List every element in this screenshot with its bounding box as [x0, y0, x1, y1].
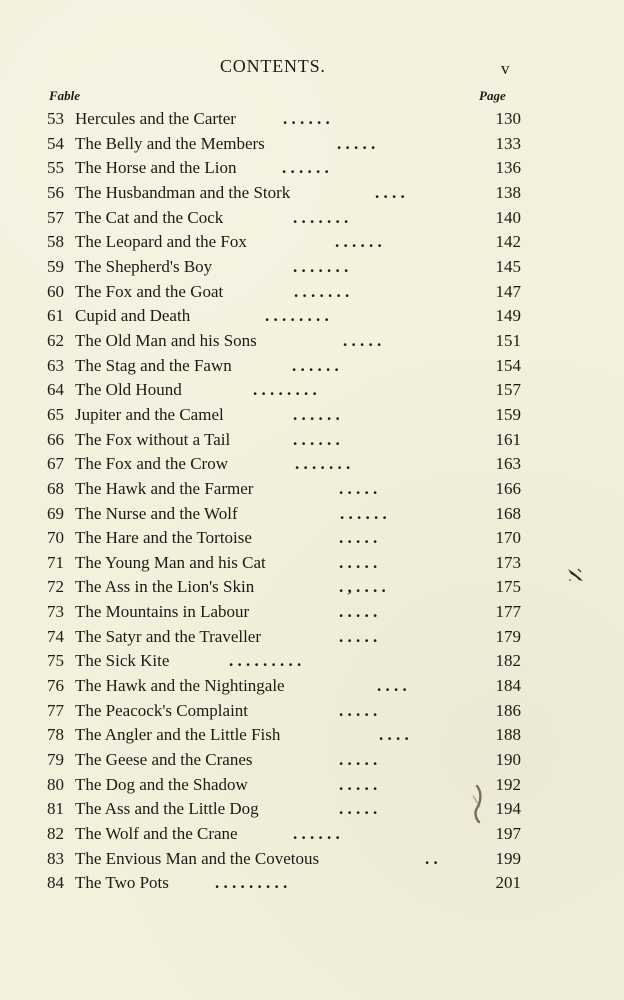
contents-row — [47, 452, 537, 477]
fable-title: Cupid and Death — [75, 306, 191, 326]
leader-dots: . . . . . . — [335, 232, 382, 252]
fable-number: 66 — [47, 429, 64, 449]
page-number: 179 — [495, 626, 521, 646]
page-number: 197 — [495, 824, 521, 844]
fable-title: The Ass and the Little Dog — [75, 799, 259, 819]
leader-dots: . . . . . — [339, 750, 378, 770]
leader-dots: . . . . . . — [293, 824, 340, 844]
fable-number: 56 — [47, 182, 64, 202]
leader-dots: . . . . . — [339, 774, 378, 794]
leader-dots: . . . . . — [339, 552, 378, 572]
page-number-marker: v — [501, 59, 510, 78]
page-number: 159 — [495, 404, 521, 424]
fable-number: 73 — [47, 602, 64, 622]
leader-dots: . . . . . — [339, 528, 378, 548]
leader-dots: . . . . . — [339, 799, 378, 819]
fable-title: The Leopard and the Fox — [75, 232, 247, 252]
fable-number: 67 — [47, 454, 64, 474]
contents-row — [47, 206, 537, 231]
fable-title: The Young Man and his Cat — [75, 552, 266, 572]
page-number: 151 — [495, 330, 521, 350]
fable-number: 60 — [47, 281, 64, 301]
contents-row — [47, 871, 537, 896]
fable-title: The Two Pots — [75, 873, 169, 893]
page-number: 154 — [495, 355, 521, 375]
page-number: 133 — [495, 133, 521, 153]
fable-title: The Hawk and the Nightingale — [75, 676, 285, 696]
fable-title: The Old Man and his Sons — [75, 330, 257, 350]
fable-title: The Geese and the Cranes — [75, 750, 253, 770]
leader-dots: . . . . . . . — [295, 454, 351, 474]
page-number: 166 — [495, 478, 521, 498]
contents-row — [47, 847, 537, 872]
contents-row — [47, 575, 537, 600]
leader-dots: . , . . . . — [339, 577, 386, 597]
page-number: 173 — [495, 552, 521, 572]
contents-row — [47, 822, 537, 847]
leader-dots: . . . . . — [339, 602, 378, 622]
fable-number: 83 — [47, 848, 64, 868]
fable-number: 82 — [47, 824, 64, 844]
page-number: 188 — [495, 725, 521, 745]
leader-dots: . . . . . . . . — [265, 306, 329, 326]
fable-number: 80 — [47, 774, 64, 794]
leader-dots: . . . . . . . . — [253, 380, 317, 400]
fable-number: 57 — [47, 207, 64, 227]
fable-title: The Wolf and the Crane — [75, 824, 238, 844]
leader-dots: . . . . . — [339, 700, 378, 720]
leader-dots: . . . . . . — [293, 404, 340, 424]
contents-row — [47, 132, 537, 157]
contents-list — [47, 107, 537, 896]
fable-title: The Shepherd's Boy — [75, 256, 213, 276]
fable-number: 74 — [47, 626, 64, 646]
page-number: 149 — [495, 306, 521, 326]
contents-row — [47, 723, 537, 748]
leader-dots: . . . . . — [339, 478, 378, 498]
page-number: 177 — [495, 602, 521, 622]
page-number: 142 — [495, 232, 521, 252]
fable-title: The Peacock's Complaint — [75, 700, 249, 720]
fable-number: 84 — [47, 873, 64, 893]
fable-title: Hercules and the Carter — [75, 109, 236, 128]
fable-title: The Belly and the Members — [75, 133, 265, 153]
fable-title: The Envious Man and the Covetous — [75, 848, 320, 868]
contents-row — [47, 797, 537, 822]
column-header-fable: Fable — [49, 88, 81, 103]
contents-row — [47, 699, 537, 724]
contents-row — [47, 600, 537, 625]
ink-mark-icon — [567, 567, 585, 583]
contents-row — [47, 403, 537, 428]
leader-dots: . . . . . . . . . — [229, 651, 302, 671]
fable-title: The Cat and the Cock — [75, 207, 224, 227]
fable-title: The Mountains in Labour — [75, 602, 250, 622]
leader-dots: . . . . . — [339, 626, 378, 646]
fable-title: The Angler and the Little Fish — [75, 725, 281, 745]
leader-dots: . . . . . — [343, 330, 382, 350]
contents-row — [47, 378, 537, 403]
fable-title: The Hawk and the Farmer — [75, 478, 254, 498]
contents-row — [47, 354, 537, 379]
page-number: 168 — [495, 503, 521, 523]
page-number: 145 — [495, 256, 521, 276]
fable-title: The Hare and the Tortoise — [75, 528, 252, 548]
leader-dots: . . . . . . . . . — [215, 873, 288, 893]
contents-row — [47, 748, 537, 773]
ink-smudge-icon — [468, 784, 486, 824]
column-header-page: Page — [479, 88, 506, 103]
fable-title: The Stag and the Fawn — [75, 355, 232, 375]
leader-dots: . . . . — [379, 725, 409, 745]
leader-dots: . . . . . . . — [294, 281, 350, 301]
contents-row — [47, 551, 537, 576]
contents-row — [47, 255, 537, 280]
fable-title: The Husbandman and the Stork — [75, 182, 291, 202]
leader-dots: . . — [425, 848, 438, 868]
contents-row — [47, 428, 537, 453]
page-number: 201 — [495, 873, 521, 893]
fable-number: 75 — [47, 651, 64, 671]
fable-number: 59 — [47, 256, 64, 276]
page-title: CONTENTS. — [220, 56, 326, 76]
page-number: 194 — [495, 799, 521, 819]
fable-title: Jupiter and the Camel — [75, 404, 224, 424]
contents-row — [47, 304, 537, 329]
contents-row — [47, 625, 537, 650]
fable-number: 61 — [47, 306, 64, 326]
page-number: 190 — [495, 750, 521, 770]
page-number: 163 — [495, 454, 521, 474]
fable-number: 77 — [47, 700, 64, 720]
fable-number: 63 — [47, 355, 64, 375]
leader-dots: . . . . — [377, 676, 407, 696]
fable-title: The Old Hound — [75, 380, 182, 400]
page-number: 140 — [495, 207, 521, 227]
leader-dots: . . . . . . . — [293, 256, 349, 276]
fable-number: 62 — [47, 330, 64, 350]
page-number: 147 — [495, 281, 521, 301]
leader-dots: . . . . . . — [282, 158, 329, 178]
page-number: 186 — [495, 700, 521, 720]
fable-title: The Nurse and the Wolf — [75, 503, 238, 523]
page-number: 136 — [495, 158, 521, 178]
contents-row — [47, 502, 537, 527]
fable-title: The Satyr and the Traveller — [75, 626, 262, 646]
contents-row — [47, 329, 537, 354]
contents-row — [47, 230, 537, 255]
page-number: 138 — [495, 182, 521, 202]
fable-number: 70 — [47, 528, 64, 548]
fable-number: 53 — [47, 109, 64, 128]
fable-number: 79 — [47, 750, 64, 770]
fable-number: 72 — [47, 577, 64, 597]
leader-dots: . . . . — [375, 182, 405, 202]
leader-dots: . . . . . . — [283, 109, 330, 128]
page-number: 199 — [495, 848, 521, 868]
page-number: 130 — [495, 109, 521, 128]
page-number: 161 — [495, 429, 521, 449]
fable-title: The Horse and the Lion — [75, 158, 237, 178]
fable-number: 78 — [47, 725, 64, 745]
contents-row — [47, 156, 537, 181]
leader-dots: . . . . . — [337, 133, 376, 153]
leader-dots: . . . . . . . — [293, 207, 349, 227]
leader-dots: . . . . . . — [293, 429, 340, 449]
page-number: 170 — [495, 528, 521, 548]
fable-number: 81 — [47, 799, 64, 819]
fable-title: The Dog and the Shadow — [75, 774, 248, 794]
fable-title: The Ass in the Lion's Skin — [75, 577, 255, 597]
leader-dots: . . . . . . — [292, 355, 339, 375]
fable-number: 65 — [47, 404, 64, 424]
contents-row — [47, 477, 537, 502]
fable-number: 76 — [47, 676, 64, 696]
fable-title: The Sick Kite — [75, 651, 170, 671]
fable-number: 58 — [47, 232, 64, 252]
contents-row — [47, 773, 537, 798]
contents-row — [47, 107, 537, 132]
page-number: 182 — [495, 651, 521, 671]
contents-row — [47, 280, 537, 305]
fable-title: The Fox without a Tail — [75, 429, 231, 449]
contents-row — [47, 181, 537, 206]
fable-number: 69 — [47, 503, 64, 523]
fable-title: The Fox and the Goat — [75, 281, 224, 301]
page-number: 184 — [495, 676, 521, 696]
fable-number: 54 — [47, 133, 64, 153]
contents-row — [47, 649, 537, 674]
fable-number: 64 — [47, 380, 64, 400]
contents-row — [47, 526, 537, 551]
page-number: 192 — [495, 774, 521, 794]
contents-row — [47, 674, 537, 699]
page-number: 175 — [495, 577, 521, 597]
leader-dots: . . . . . . — [340, 503, 387, 523]
fable-number: 71 — [47, 552, 64, 572]
fable-number: 55 — [47, 158, 64, 178]
fable-number: 68 — [47, 478, 64, 498]
fable-title: The Fox and the Crow — [75, 454, 228, 474]
page-number: 157 — [495, 380, 521, 400]
